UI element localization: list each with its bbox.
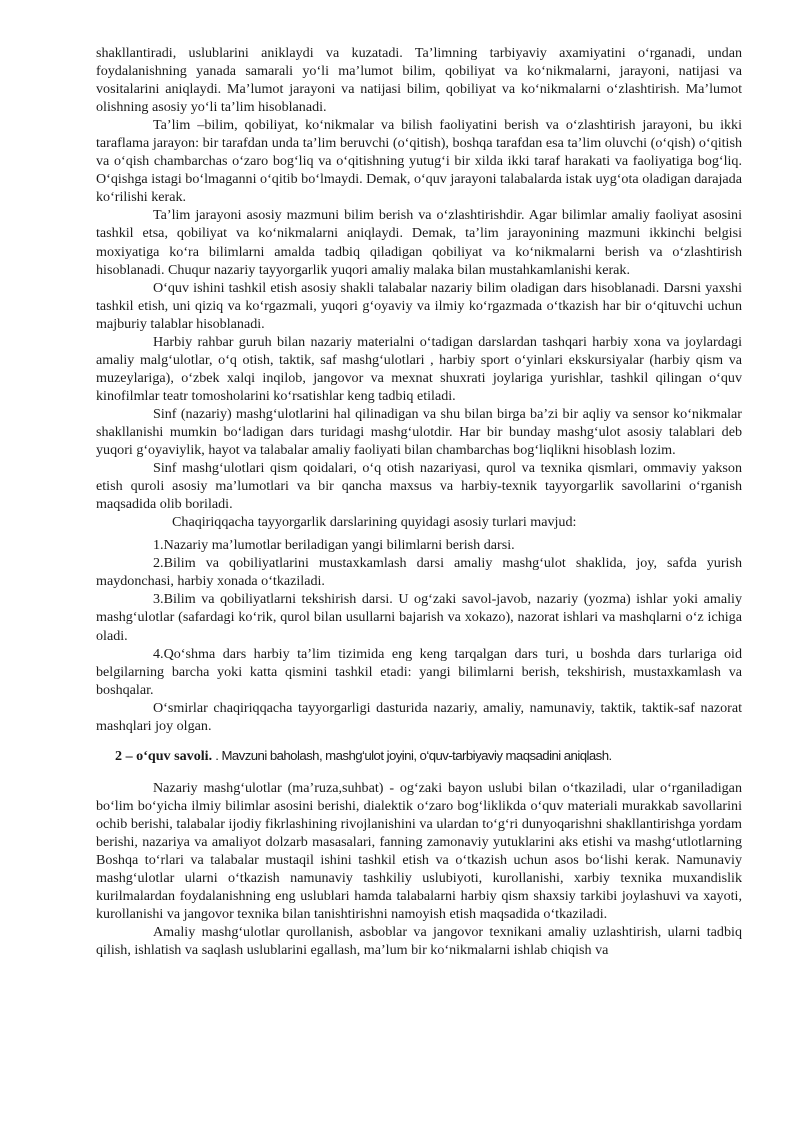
paragraph-3: Ta’lim jarayoni asosiy mazmuni bilim berish va o‘zlashtirishdir. Agar bilimlar amaliy faoliyat asosini tashkil etsa, qobiliyat va ko‘nikmalarni aniqlaydi. Demak, ta’lim jarayonining mazmuni ikkinchi belgisi moxiyatiga ko‘ra bilimlarni amalda tadbiq qiladigan qobiliyat va ko‘nikmalarni berish va o‘zlashtirish hisoblanadi. Chuqur nazariy tayyorgarlik yuqori amaliy malaka bilan mustahkamlanishi kerak.	[96, 207, 742, 278]
list-item-3: 3.Bilim va qobiliyatlarni tekshirish darsi. U og‘zaki savol-javob, nazariy (yozma) ishlar yoki amaliy mashg‘ulotlar (safardagi ko‘rik, qurol bilan usullarni bajarish va xokazo), nazorat ishlari va mashqlarni o‘z ichiga oladi.	[96, 591, 742, 644]
list-intro: Chaqiriqqacha tayyorgarlik darslarining quyidagi asosiy turlari mavjud:	[172, 514, 577, 531]
paragraph-10: Amaliy mashg‘ulotlar qurollanish, asboblar va jangovor texnikani amaliy uzlashtirish, ularni tadbiq qilish, ishlatish va saqlash uslublarini egallash, ma’lum bir ko‘nikmalarni ishlab chiqish va	[96, 924, 742, 959]
list-item-4: 4.Qo‘shma dars harbiy ta’lim tizimida eng keng tarqalgan dars turi, u boshda dars turlariga oid belgilarning barcha yoki katta qismini tashkil etadi: yangi bilimlarni berish, tekshirish, mustaxkamlash va boshqalar.	[96, 645, 742, 698]
paragraph-7: Sinf mashg‘ulotlari qism qoidalari, o‘q otish nazariyasi, qurol va texnika qismlari, ommaviy yakson etish quroli asosiy ma’lumotlari va bir qancha maxsus va harbiy-texnik tayyorgarlik savollarini o‘rganish maqsadida olib boriladi.	[96, 460, 742, 513]
list-item-1: 1.Nazariy ma’lumotlar beriladigan yangi bilimlarni berish darsi.	[153, 537, 515, 554]
section-number: 2 – o‘quv savoli.	[115, 747, 213, 764]
section-title: . Mavzuni baholash, mashg‘ulot joyini, o‘quv-tarbiyaviy maqsadini aniqlash.	[212, 747, 612, 763]
section-heading	[96, 747, 742, 765]
paragraph-5: Harbiy rahbar guruh bilan nazariy materialni o‘tadigan darslardan tashqari harbiy xona va joylardagi amaliy malg‘ulotlar, o‘q otish, taktik, saf mashg‘ulotlari , harbiy sport o‘yinlari ekskursiyalar (harbiy qism va muzeylariga), o‘zbek xalqi inqilob, jangovor va mexnat shuxrati joylariga yurishlar, tashkil qilingan o‘quv kinofilmlar teatr tomosholarini ko‘rsatishlar keng tadbiq etiladi.	[96, 333, 742, 404]
list-item-2: 2.Bilim va qobiliyatlarini mustaxkamlash darsi amaliy mashg‘ulot shaklida, joy, safda yurish maydonchasi, harbiy xonada o‘tkaziladi.	[96, 555, 742, 590]
paragraph-1: shakllantiradi, uslublarini aniklaydi va kuzatadi. Ta’limning tarbiyaviy axamiyatini o‘rganadi, undan foydalanishning yanada samarali yo‘li ma’lumot bilim, qobiliyat va ko‘nikmalarni, jarayoni, natijasi va vositalarini aniqlaydi. Ma’lumot jarayoni va natijasi bilim, qobiliyat va ko‘nikmalarni o‘zlashtirish. Ma’lumot olishning asosiy yo‘li ta’lim hisoblanadi.	[96, 45, 742, 116]
paragraph-4: O‘quv ishini tashkil etish asosiy shakli talabalar nazariy bilim oladigan dars hisoblanadi. Darsni yaxshi tashkil etish, uni qiziq va ko‘rgazmali, yuqori g‘oyaviy va ilmiy ko‘rgazmada o‘tkazish har bir o‘qituvchi uchun majburiy talablar hisoblanadi.	[96, 279, 742, 332]
paragraph-2: Ta’lim –bilim, qobiliyat, ko‘nikmalar va bilish faoliyatini berish va o‘zlashtirish jarayoni, bu ikki taraflama jarayon: bir tarafdan unda ta’lim beruvchi (o‘qitish), boshqa tarafdan esa ta’lim oluvchi (o‘qish) o‘qitish va o‘qish chambarchas o‘zaro bog‘liq va o‘qitishning yutug‘i bir xilda ikki taraf harakati va faoliyatiga bog‘liq. O‘qishga istagi bo‘lmaganni o‘qitib bo‘lmaydi. Demak, o‘quv jarayoni talabalarda istak uyg‘ota oladigan darajada ko‘rilishi kerak.	[96, 117, 742, 206]
paragraph-6: Sinf (nazariy) mashg‘ulotlarini hal qilinadigan va shu bilan birga ba’zi bir aqliy va sensor ko‘nikmalar shakllanishi mumkin bo‘ladigan dars turidagi mashg‘ulotdir. Har bir bunday mashg‘ulot asosiy talablari deb yuqori g‘oyaviylik, hayot va talabalar amaliy faoliyati bilan chambarchas bog‘liqlikni hisoblash lozim.	[96, 405, 742, 459]
paragraph-8: O‘smirlar chaqiriqqacha tayyorgarligi dasturida nazariy, amaliy, namunaviy, taktik, taktik-saf nazorat mashqlari joy olgan.	[96, 699, 742, 734]
document-page	[96, 44, 742, 959]
paragraph-9: Nazariy mashg‘ulotlar (ma’ruza,suhbat) - og‘zaki bayon uslubi bilan o‘tkaziladi, ular o‘rganiladigan bo‘lim bo‘yicha ilmiy bilimlar asosini berishi, dialektik o‘zaro bog‘liklikda o‘quv materiali murakkab savollarini ochib berishi, talabalar ijodiy fikrlashining rivojlanishini va ulardan to‘g‘ri dunyoqarishni shakllantirishga yordam berishi, nazariya va amaliyot dolzarb masasalari, fanning zamonaviy yutuklarini aks etishi va mashg‘utlotlarning Boshqa to‘rlari va talabalar mustaqil ishini tashkil etish va o‘tkazish uchun asos bo‘lishi kerak. Namunaviy mashg‘ulotlar ularni o‘tkazish namunaviy tashkiliy uslubiyoti, kurollanishi, xarbiy texnika muxandislik kurilmalardan foydalanishning eng uslublari hamda talabalarni harbiy qism shaxsiy tarkibi joylashuvi va xayoti, kurollanishi va jangovor texnika bilan tanishtirishni namoyish etish maqsadida o‘tkaziladi.	[96, 779, 742, 923]
